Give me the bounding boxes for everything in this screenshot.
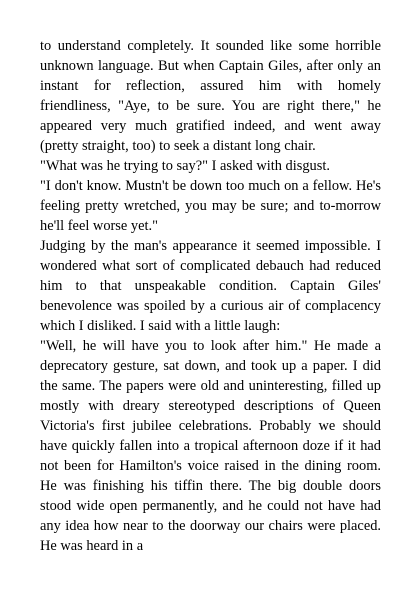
paragraph-3: "I don't know. Mustn't be down too much on a fellow. He's feeling pretty wretched, you may be sure; and to-morrow he'll feel worse yet." (40, 178, 381, 234)
paragraph-4: Judging by the man's appearance it seemed impossible. I wondered what sort of complicated debauch had reduced him to that unspeakable condition. Captain Giles' benevolence was spoiled by a curious air of complacency which I disliked. I said with a little laugh: (40, 238, 381, 334)
paragraph-2: "What was he trying to say?" I asked with disgust. (40, 158, 330, 174)
body-text (40, 36, 381, 556)
paragraph-5: "Well, he will have you to look after him." He made a deprecatory gesture, sat down, and took up a paper. I did the same. The papers were old and uninteresting, filled up mostly with dreary stereotyped descriptions of Queen Victoria's first jubilee celebrations. Probably we should have quickly fallen into a tropical afternoon doze if it had not been for Hamilton's voice raised in the dining room. He was finishing his tiffin there. The big double doors stood wide open permanently, and he could not have had any idea how near to the doorway our chairs were placed. He was heard in a (40, 338, 381, 554)
paragraph-1: to understand completely. It sounded like some horrible unknown language. But when Captain Giles, after only an instant for reflection, assured him with homely friendliness, "Aye, to be sure. You are right there," he appeared very much gratified indeed, and went away (pretty straight, too) to seek a distant long chair. (40, 38, 381, 154)
